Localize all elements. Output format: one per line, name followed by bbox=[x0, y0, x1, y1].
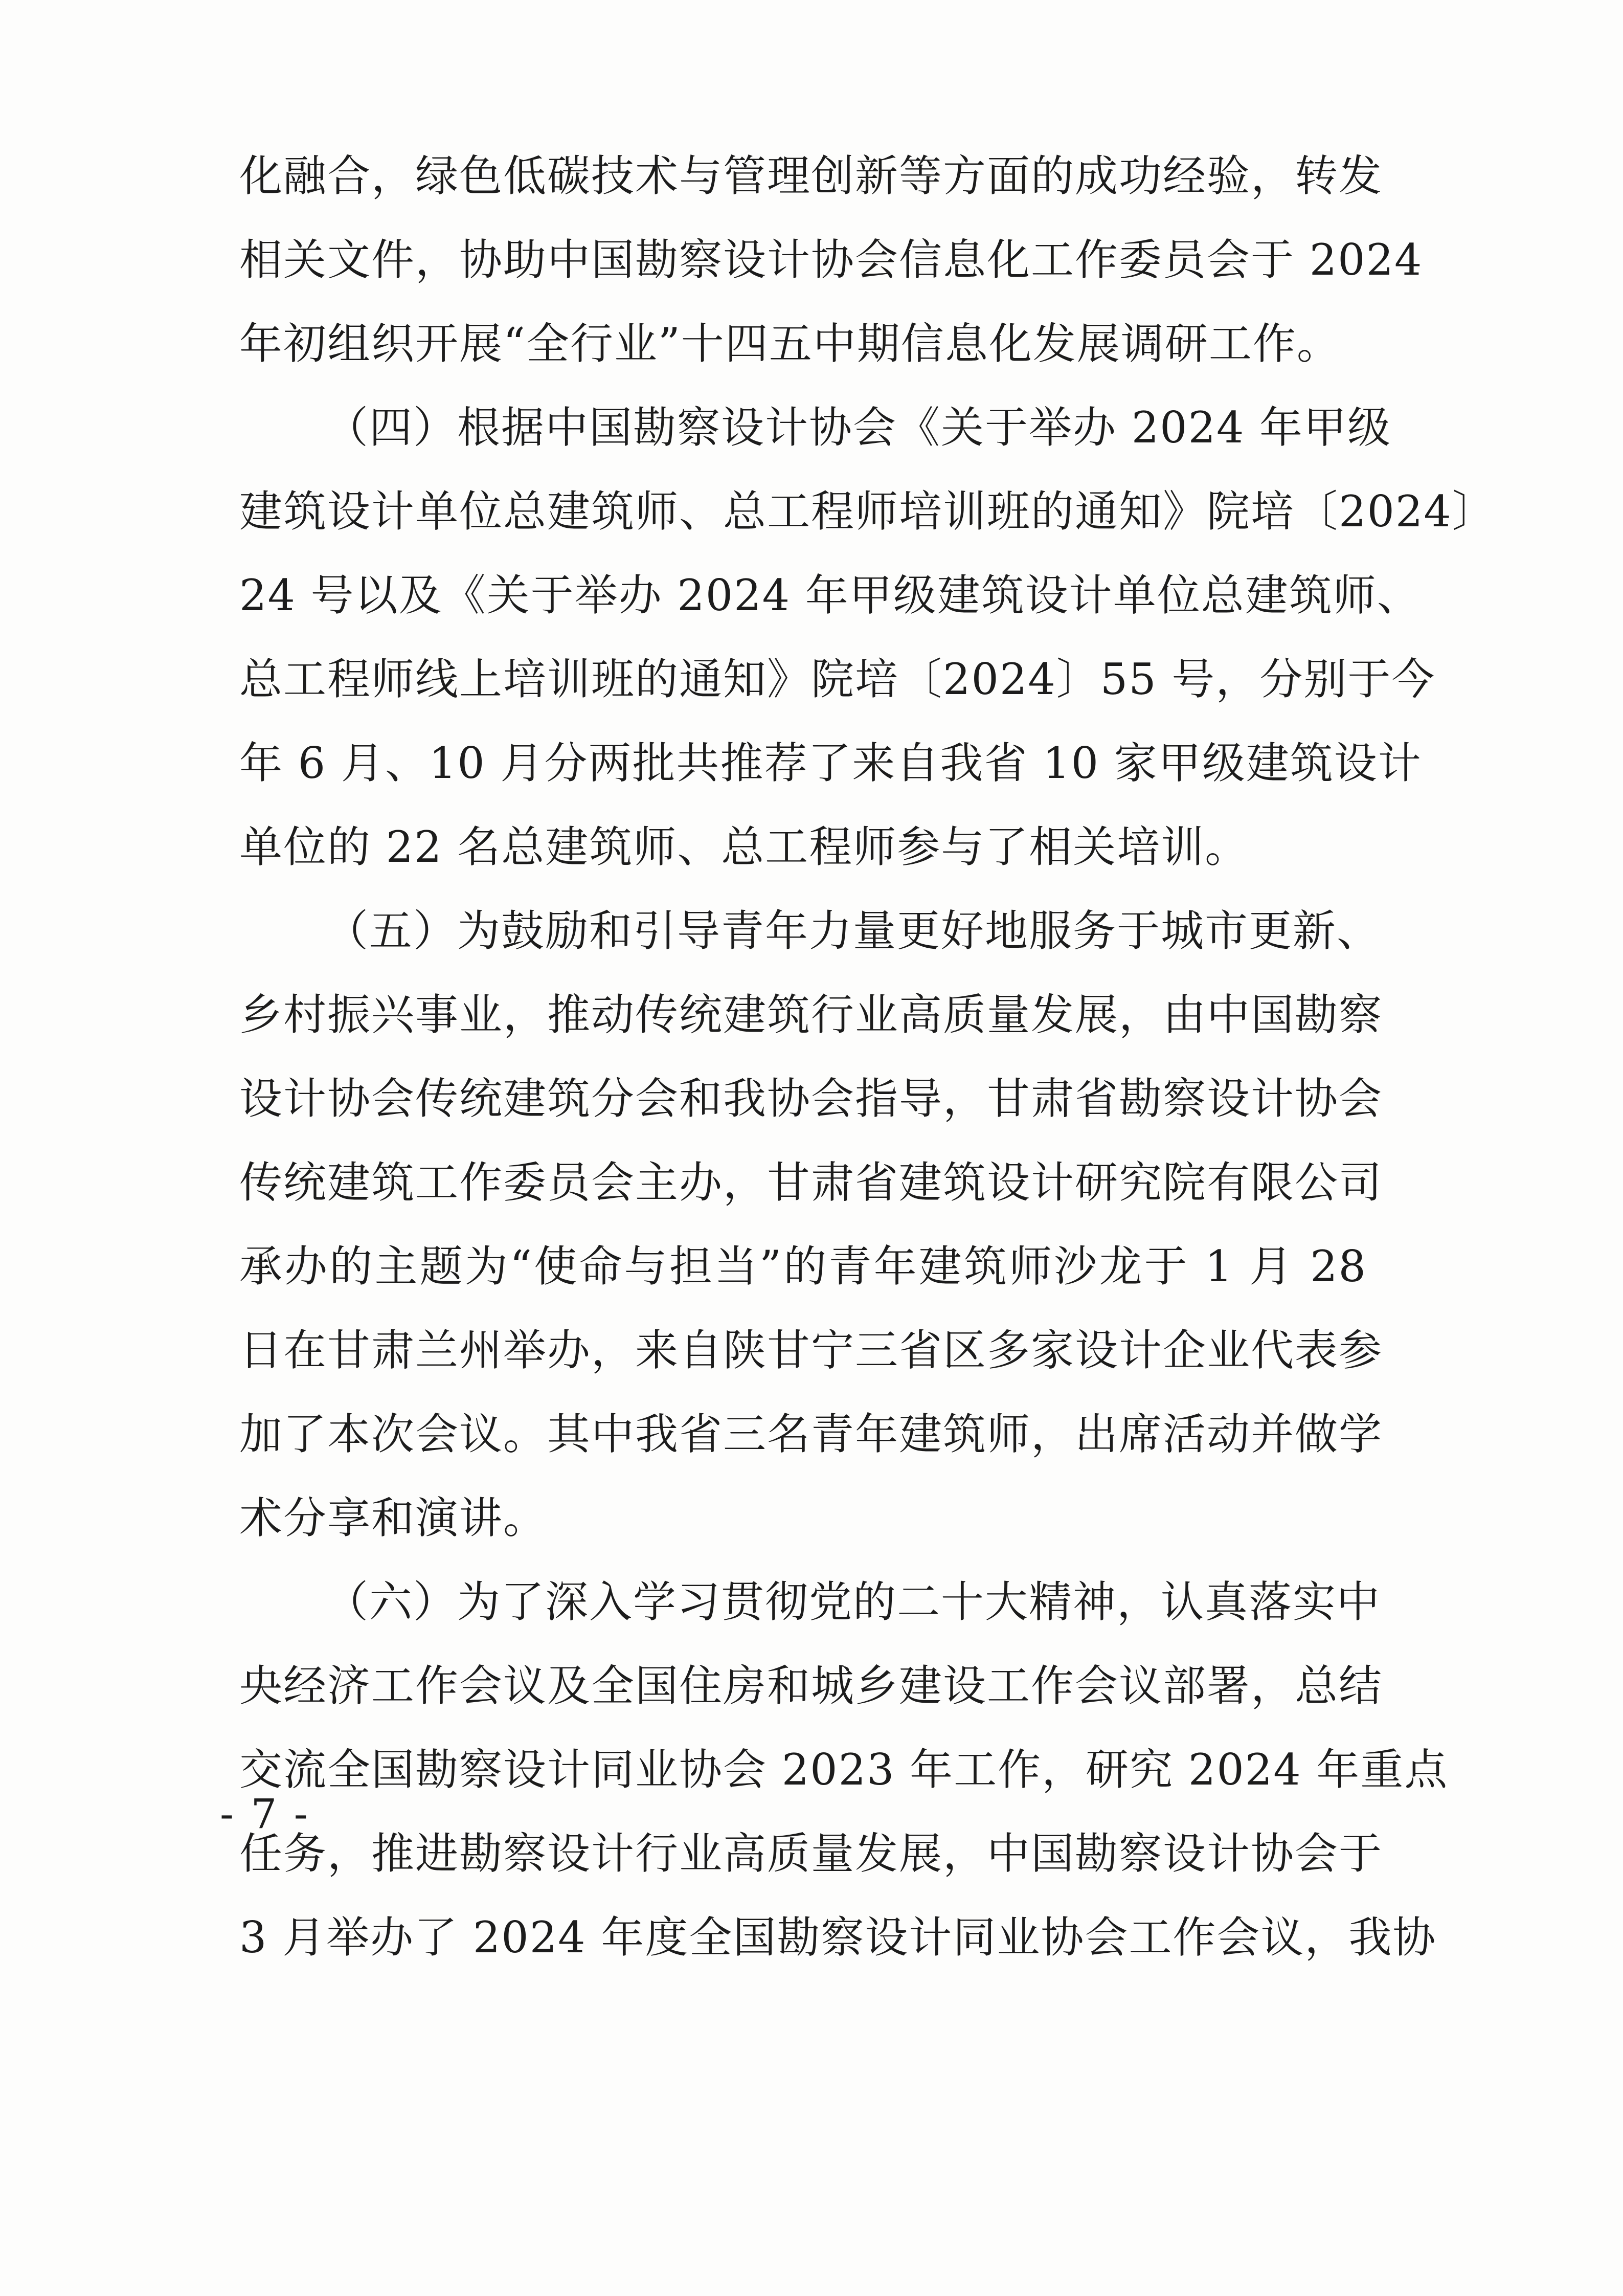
text-line: 日在甘肃兰州举办，来自陕甘宁三省区多家设计企业代表参 bbox=[239, 1325, 1383, 1375]
text-line: 传统建筑工作委员会主办，甘肃省建筑设计研究院有限公司 bbox=[239, 1157, 1383, 1208]
text-line: 年初组织开展“全行业”十四五中期信息化发展调研工作。 bbox=[239, 319, 1341, 369]
text-line: 乡村振兴事业，推动传统建筑行业高质量发展，由中国勘察 bbox=[239, 990, 1383, 1040]
paragraph-item-5 bbox=[239, 889, 1383, 1560]
text-line: 央经济工作会议及全国住房和城乡建设工作会议部署，总结 bbox=[239, 1661, 1383, 1711]
document-body bbox=[239, 134, 1496, 1979]
text-line: 任务，推进勘察设计行业高质量发展，中国勘察设计协会于 bbox=[239, 1829, 1383, 1879]
text-line: 化融合，绿色低碳技术与管理创新等方面的成功经验，转发 bbox=[239, 151, 1383, 201]
page-number: - 7 - bbox=[220, 1790, 310, 1838]
text-line: 设计协会传统建筑分会和我协会指导，甘肃省勘察设计协会 bbox=[239, 1074, 1383, 1124]
text-line: 年 6 月、10 月分两批共推荐了来自我省 10 家甲级建筑设计 bbox=[239, 738, 1422, 788]
text-line: 加了本次会议。其中我省三名青年建筑师，出席活动并做学 bbox=[239, 1409, 1383, 1459]
paragraph-item-4 bbox=[239, 386, 1496, 889]
text-line: 3 月举办了 2024 年度全国勘察设计同业协会工作会议，我协 bbox=[239, 1912, 1437, 1963]
text-line: 交流全国勘察设计同业协会 2023 年工作，研究 2024 年重点 bbox=[239, 1745, 1449, 1795]
text-line: 建筑设计单位总建筑师、总工程师培训班的通知》院培〔2024〕 bbox=[239, 486, 1496, 537]
text-line: （六）为了深入学习贯彻党的二十大精神，认真落实中 bbox=[325, 1577, 1381, 1627]
text-line: （四）根据中国勘察设计协会《关于举办 2024 年甲级 bbox=[325, 403, 1392, 453]
paragraph-item-6 bbox=[239, 1560, 1449, 1979]
text-line: 24 号以及《关于举办 2024 年甲级建筑设计单位总建筑师、 bbox=[239, 570, 1421, 620]
text-line: 术分享和演讲。 bbox=[239, 1493, 548, 1543]
paragraph-continuation bbox=[239, 134, 1423, 386]
text-line: 相关文件，协助中国勘察设计协会信息化工作委员会于 2024 bbox=[239, 235, 1423, 285]
text-line: 单位的 22 名总建筑师、总工程师参与了相关培训。 bbox=[239, 822, 1249, 872]
text-line: 承办的主题为“使命与担当”的青年建筑师沙龙于 1 月 28 bbox=[239, 1241, 1367, 1291]
text-line: （五）为鼓励和引导青年力量更好地服务于城市更新、 bbox=[325, 906, 1381, 956]
text-line: 总工程师线上培训班的通知》院培〔2024〕55 号，分别于今 bbox=[239, 654, 1436, 704]
